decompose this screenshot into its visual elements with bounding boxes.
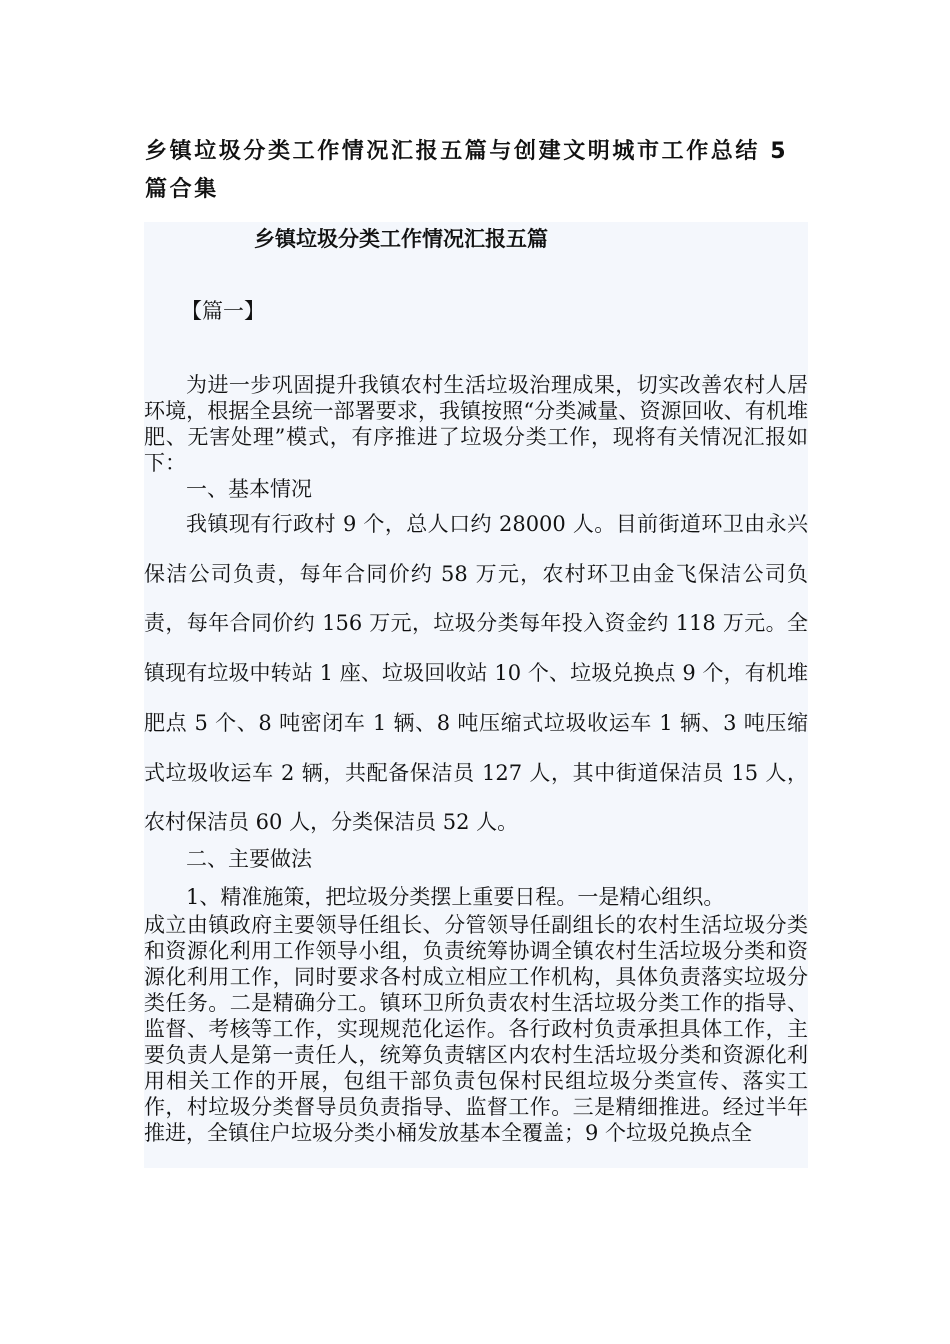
- measure-paragraph: 成立由镇政府主要领导任组长、分管领导任副组长的农村生活垃圾分类和资源化利用工作领导小组，负责统筹协调全镇农村生活垃圾分类和资源化利用工作，同时要求各村成立相应工作机构，具体负责落实垃圾分类任务。二是精确分工。镇环卫所负责农村生活垃圾分类工作的指导、监督、考核等工作，实现规范化运作。各行政村负责承担具体工作，主要负责人是第一责任人，统筹负责辖区内农村生活垃圾分类和资源化利用相关工作的开展，包组干部负责包保村民组垃圾分类宣传、落实工作，村垃圾分类督导员负责指导、监督工作。三是精细推进。经过半年推进，全镇住户垃圾分类小桶发放基本全覆盖；9 个垃圾兑换点全: [144, 913, 808, 1145]
- document-title: 乡镇垃圾分类工作情况汇报五篇与创建文明城市工作总结 5 篇合集: [145, 139, 789, 202]
- intro-paragraph: 为进一步巩固提升我镇农村生活垃圾治理成果，切实改善农村人居环境，根据全县统一部署要求，我镇按照“分类减量、资源回收、有机堆肥、无害处理”模式，有序推进了垃圾分类工作，现将有关情况汇报如下：: [144, 373, 808, 475]
- part-label: 【篇一】: [181, 299, 265, 323]
- measure-lead-line: 1、精准施策，把垃圾分类摆上重要日程。一是精心组织。: [186, 885, 725, 909]
- heading-main-measures: 二、主要做法: [186, 847, 312, 871]
- content-block: [144, 222, 808, 1168]
- heading-basic-situation: 一、基本情况: [186, 477, 312, 501]
- section-title: 乡镇垃圾分类工作情况汇报五篇: [254, 227, 548, 251]
- basic-situation-paragraph: 我镇现有行政村 9 个，总人口约 28000 人。目前街道环卫由永兴保洁公司负责，每年合同价约 58 万元，农村环卫由金飞保洁公司负责，每年合同价约 156 万元，垃圾分类每年投入资金约 118 万元。全镇现有垃圾中转站 1 座、垃圾回收站 10 个、垃圾兑换点 9 个，有机堆肥点 5 个、8 吨密闭车 1 辆、8 吨压缩式垃圾收运车 1 辆、3 吨压缩式垃圾收运车 2 辆，共配备保洁员 127 人，其中街道保洁员 15 人，农村保洁员 60 人，分类保洁员 52 人。: [144, 512, 808, 835]
